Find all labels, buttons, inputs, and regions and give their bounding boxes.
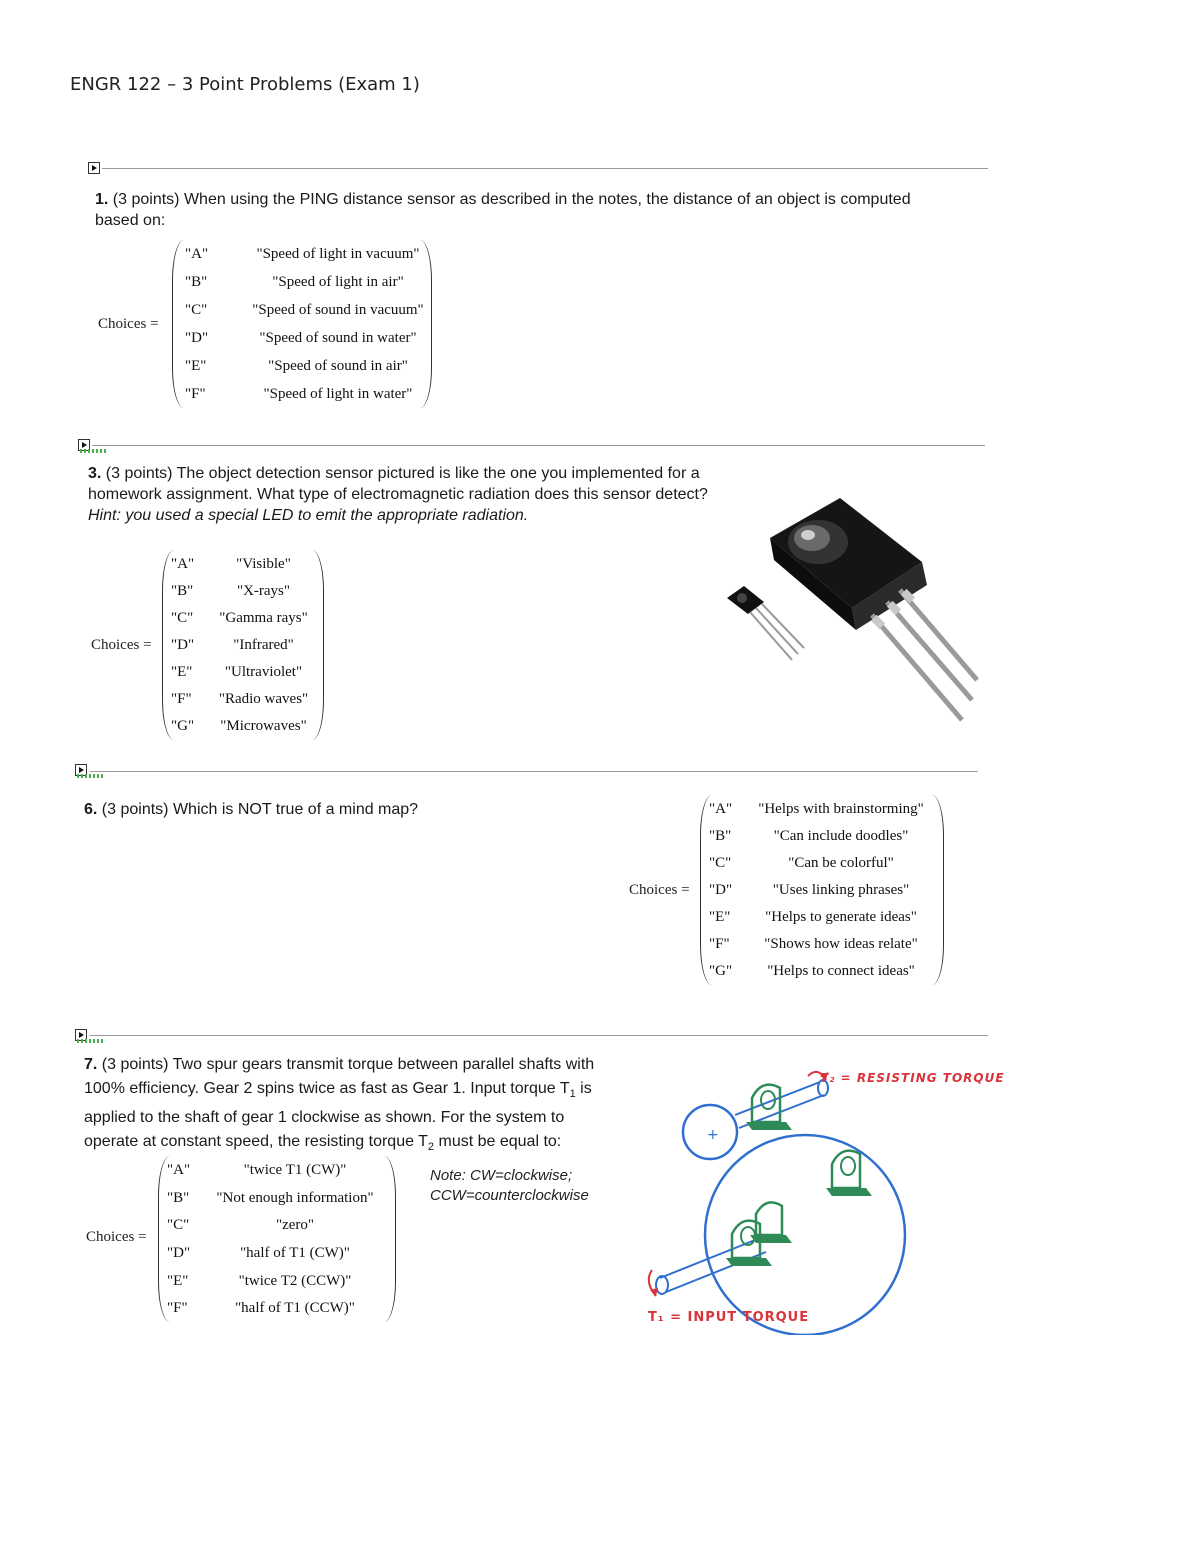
choice-key: "E" xyxy=(171,664,193,681)
question-body: Which is NOT true of a mind map? xyxy=(172,801,419,818)
choice-key: "G" xyxy=(171,718,195,735)
choice-key: "A" xyxy=(171,555,195,572)
choice-value: "Speed of light in water" xyxy=(263,386,413,402)
choice-key: "C" xyxy=(171,609,194,626)
question-7-text xyxy=(84,1053,644,1159)
choice-value: "Ultraviolet" xyxy=(224,664,303,681)
choice-value: "Speed of light in air" xyxy=(272,274,404,290)
choice-value: "Shows how ideas relate" xyxy=(764,936,918,953)
choice-value: "Visible" xyxy=(236,555,291,572)
spellcheck-underline xyxy=(77,1039,103,1043)
choice-row xyxy=(159,1239,395,1267)
choice-key: "G" xyxy=(709,963,733,980)
question-1-text xyxy=(95,189,915,231)
choice-key: "E" xyxy=(167,1272,189,1289)
choice-value: "half of T1 (CCW)" xyxy=(235,1300,355,1317)
choice-key: "D" xyxy=(709,882,733,898)
choice-value: "Uses linking phrases" xyxy=(772,882,910,898)
choice-key: "B" xyxy=(185,274,208,290)
choice-row xyxy=(701,822,943,850)
choice-row xyxy=(163,685,323,713)
choice-key: "C" xyxy=(709,854,732,871)
choice-key: "D" xyxy=(171,637,195,653)
bearing-icon xyxy=(750,1202,792,1243)
choices-label: Choices = xyxy=(629,882,690,898)
choice-value: "Helps to connect ideas" xyxy=(767,963,915,980)
subscript: 1 xyxy=(569,1088,576,1101)
choice-value: "Gamma rays" xyxy=(219,609,308,626)
choice-row xyxy=(173,240,431,268)
section-divider xyxy=(90,1035,988,1036)
choice-value: "Microwaves" xyxy=(220,718,307,735)
svg-text:+: + xyxy=(707,1127,719,1143)
choice-key: "F" xyxy=(185,386,206,402)
choice-key: "B" xyxy=(167,1189,190,1206)
choices-matrix xyxy=(172,240,432,408)
spellcheck-underline xyxy=(77,774,103,778)
choice-key: "C" xyxy=(167,1217,190,1234)
choice-value: "Helps with brainstorming" xyxy=(758,800,924,817)
choice-value: "Helps to generate ideas" xyxy=(765,909,917,926)
question-body-line: Two spur gears transmit torque between parallel shafts with xyxy=(172,1056,595,1073)
question-hint: Hint: you used a special LED to emit the appropriate radiation. xyxy=(88,507,529,524)
choice-row xyxy=(163,712,323,740)
choice-row xyxy=(163,550,323,578)
choice-value: "Not enough information" xyxy=(216,1189,374,1206)
choice-row xyxy=(701,849,943,877)
question-points: (3 points) xyxy=(105,465,173,482)
question-body-line: applied to the shaft of gear 1 clockwise as shown. For the system to xyxy=(84,1109,565,1127)
choice-row xyxy=(173,268,431,296)
choice-row xyxy=(163,577,323,605)
choice-key: "D" xyxy=(185,330,209,346)
question-points: (3 points) xyxy=(101,1056,169,1073)
choice-row xyxy=(159,1156,395,1184)
choice-row xyxy=(159,1184,395,1212)
subscript: 2 xyxy=(427,1141,435,1154)
choice-value: "Radio waves" xyxy=(218,691,309,708)
choice-row xyxy=(159,1267,395,1295)
question-points: (3 points) xyxy=(112,191,180,208)
note xyxy=(430,1166,589,1206)
choice-row xyxy=(163,658,323,686)
bearing-icon xyxy=(746,1085,792,1130)
choice-value: "X-rays" xyxy=(236,582,291,599)
choice-row xyxy=(701,903,943,931)
question-body: When using the PING distance sensor as described in the notes, the distance of an object is computed based on: xyxy=(95,191,911,229)
choice-value: "twice T2 (CCW)" xyxy=(238,1272,352,1289)
choice-row xyxy=(701,876,943,904)
question-number: 3. xyxy=(88,465,102,482)
choice-value: "Can include doodles" xyxy=(773,827,909,844)
choices-matrix xyxy=(700,795,944,985)
choice-value: "Speed of sound in air" xyxy=(268,358,408,374)
input-torque-label: T₁ = INPUT TORQUE xyxy=(648,1310,810,1325)
resisting-torque-label: T₂ = RESISTING TORQUE xyxy=(820,1071,1005,1085)
choice-value: "Speed of light in vacuum" xyxy=(256,246,420,262)
choice-row xyxy=(159,1211,395,1239)
choice-value: "half of T1 (CW)" xyxy=(240,1244,350,1261)
choice-key: "C" xyxy=(185,302,208,318)
choice-key: "F" xyxy=(709,936,730,953)
question-number: 1. xyxy=(95,191,109,208)
spellcheck-underline xyxy=(80,449,106,453)
question-3-text xyxy=(88,463,718,526)
question-body-line: must be equal to: xyxy=(434,1133,562,1151)
choice-key: "F" xyxy=(167,1300,188,1317)
question-number: 7. xyxy=(84,1056,98,1073)
choice-row xyxy=(701,957,943,985)
section-divider xyxy=(102,168,988,169)
question-points: (3 points) xyxy=(101,801,169,818)
ir-sensor-image xyxy=(722,490,982,725)
question-body-line: operate at constant speed, the resisting torque T xyxy=(84,1133,428,1151)
choices-label: Choices = xyxy=(91,637,152,653)
choice-value: "Speed of sound in vacuum" xyxy=(252,302,424,318)
question-6-text xyxy=(84,799,584,820)
choice-row xyxy=(163,631,323,659)
choice-row xyxy=(173,324,431,352)
choice-row xyxy=(159,1294,395,1322)
region-toggle-icon[interactable] xyxy=(88,162,100,174)
choices-matrix xyxy=(158,1156,396,1322)
choice-row xyxy=(173,352,431,380)
choice-key: "B" xyxy=(171,582,194,599)
choice-row xyxy=(701,795,943,823)
section-divider xyxy=(92,445,985,446)
choice-key: "D" xyxy=(167,1244,191,1261)
choice-row xyxy=(701,930,943,958)
question-number: 6. xyxy=(84,801,98,818)
choice-value: "twice T1 (CW)" xyxy=(243,1161,347,1178)
choices-label: Choices = xyxy=(98,316,159,332)
choice-key: "B" xyxy=(709,827,732,844)
choice-key: "E" xyxy=(185,358,207,374)
choice-key: "A" xyxy=(709,800,733,817)
gear-diagram xyxy=(640,1060,990,1335)
choice-value: "Can be colorful" xyxy=(788,854,894,871)
note-line: Note: CW=clockwise; xyxy=(430,1167,573,1184)
question-body-line: 100% efficiency. Gear 2 spins twice as fast as Gear 1. Input torque T xyxy=(84,1080,570,1097)
section-divider xyxy=(90,771,978,772)
question-body-line: is xyxy=(575,1080,592,1097)
choice-row xyxy=(163,604,323,632)
choice-row xyxy=(173,380,431,408)
choice-row xyxy=(173,296,431,324)
choice-value: "Infrared" xyxy=(233,637,294,653)
choices-matrix xyxy=(162,550,324,740)
choices-label: Choices = xyxy=(86,1229,147,1245)
document-title: ENGR 122 – 3 Point Problems (Exam 1) xyxy=(70,74,420,95)
choice-key: "A" xyxy=(185,246,209,262)
bearing-icon xyxy=(826,1151,872,1196)
choice-key: "F" xyxy=(171,691,192,708)
choice-key: "E" xyxy=(709,909,731,926)
question-body: The object detection sensor pictured is like the one you implemented for a homework assignment. What type of electromagnetic radiation does this sensor detect? xyxy=(88,465,708,503)
choice-value: "zero" xyxy=(275,1217,315,1234)
choice-value: "Speed of sound in water" xyxy=(259,330,417,346)
note-line: CCW=counterclockwise xyxy=(430,1187,589,1204)
choice-key: "A" xyxy=(167,1161,191,1178)
